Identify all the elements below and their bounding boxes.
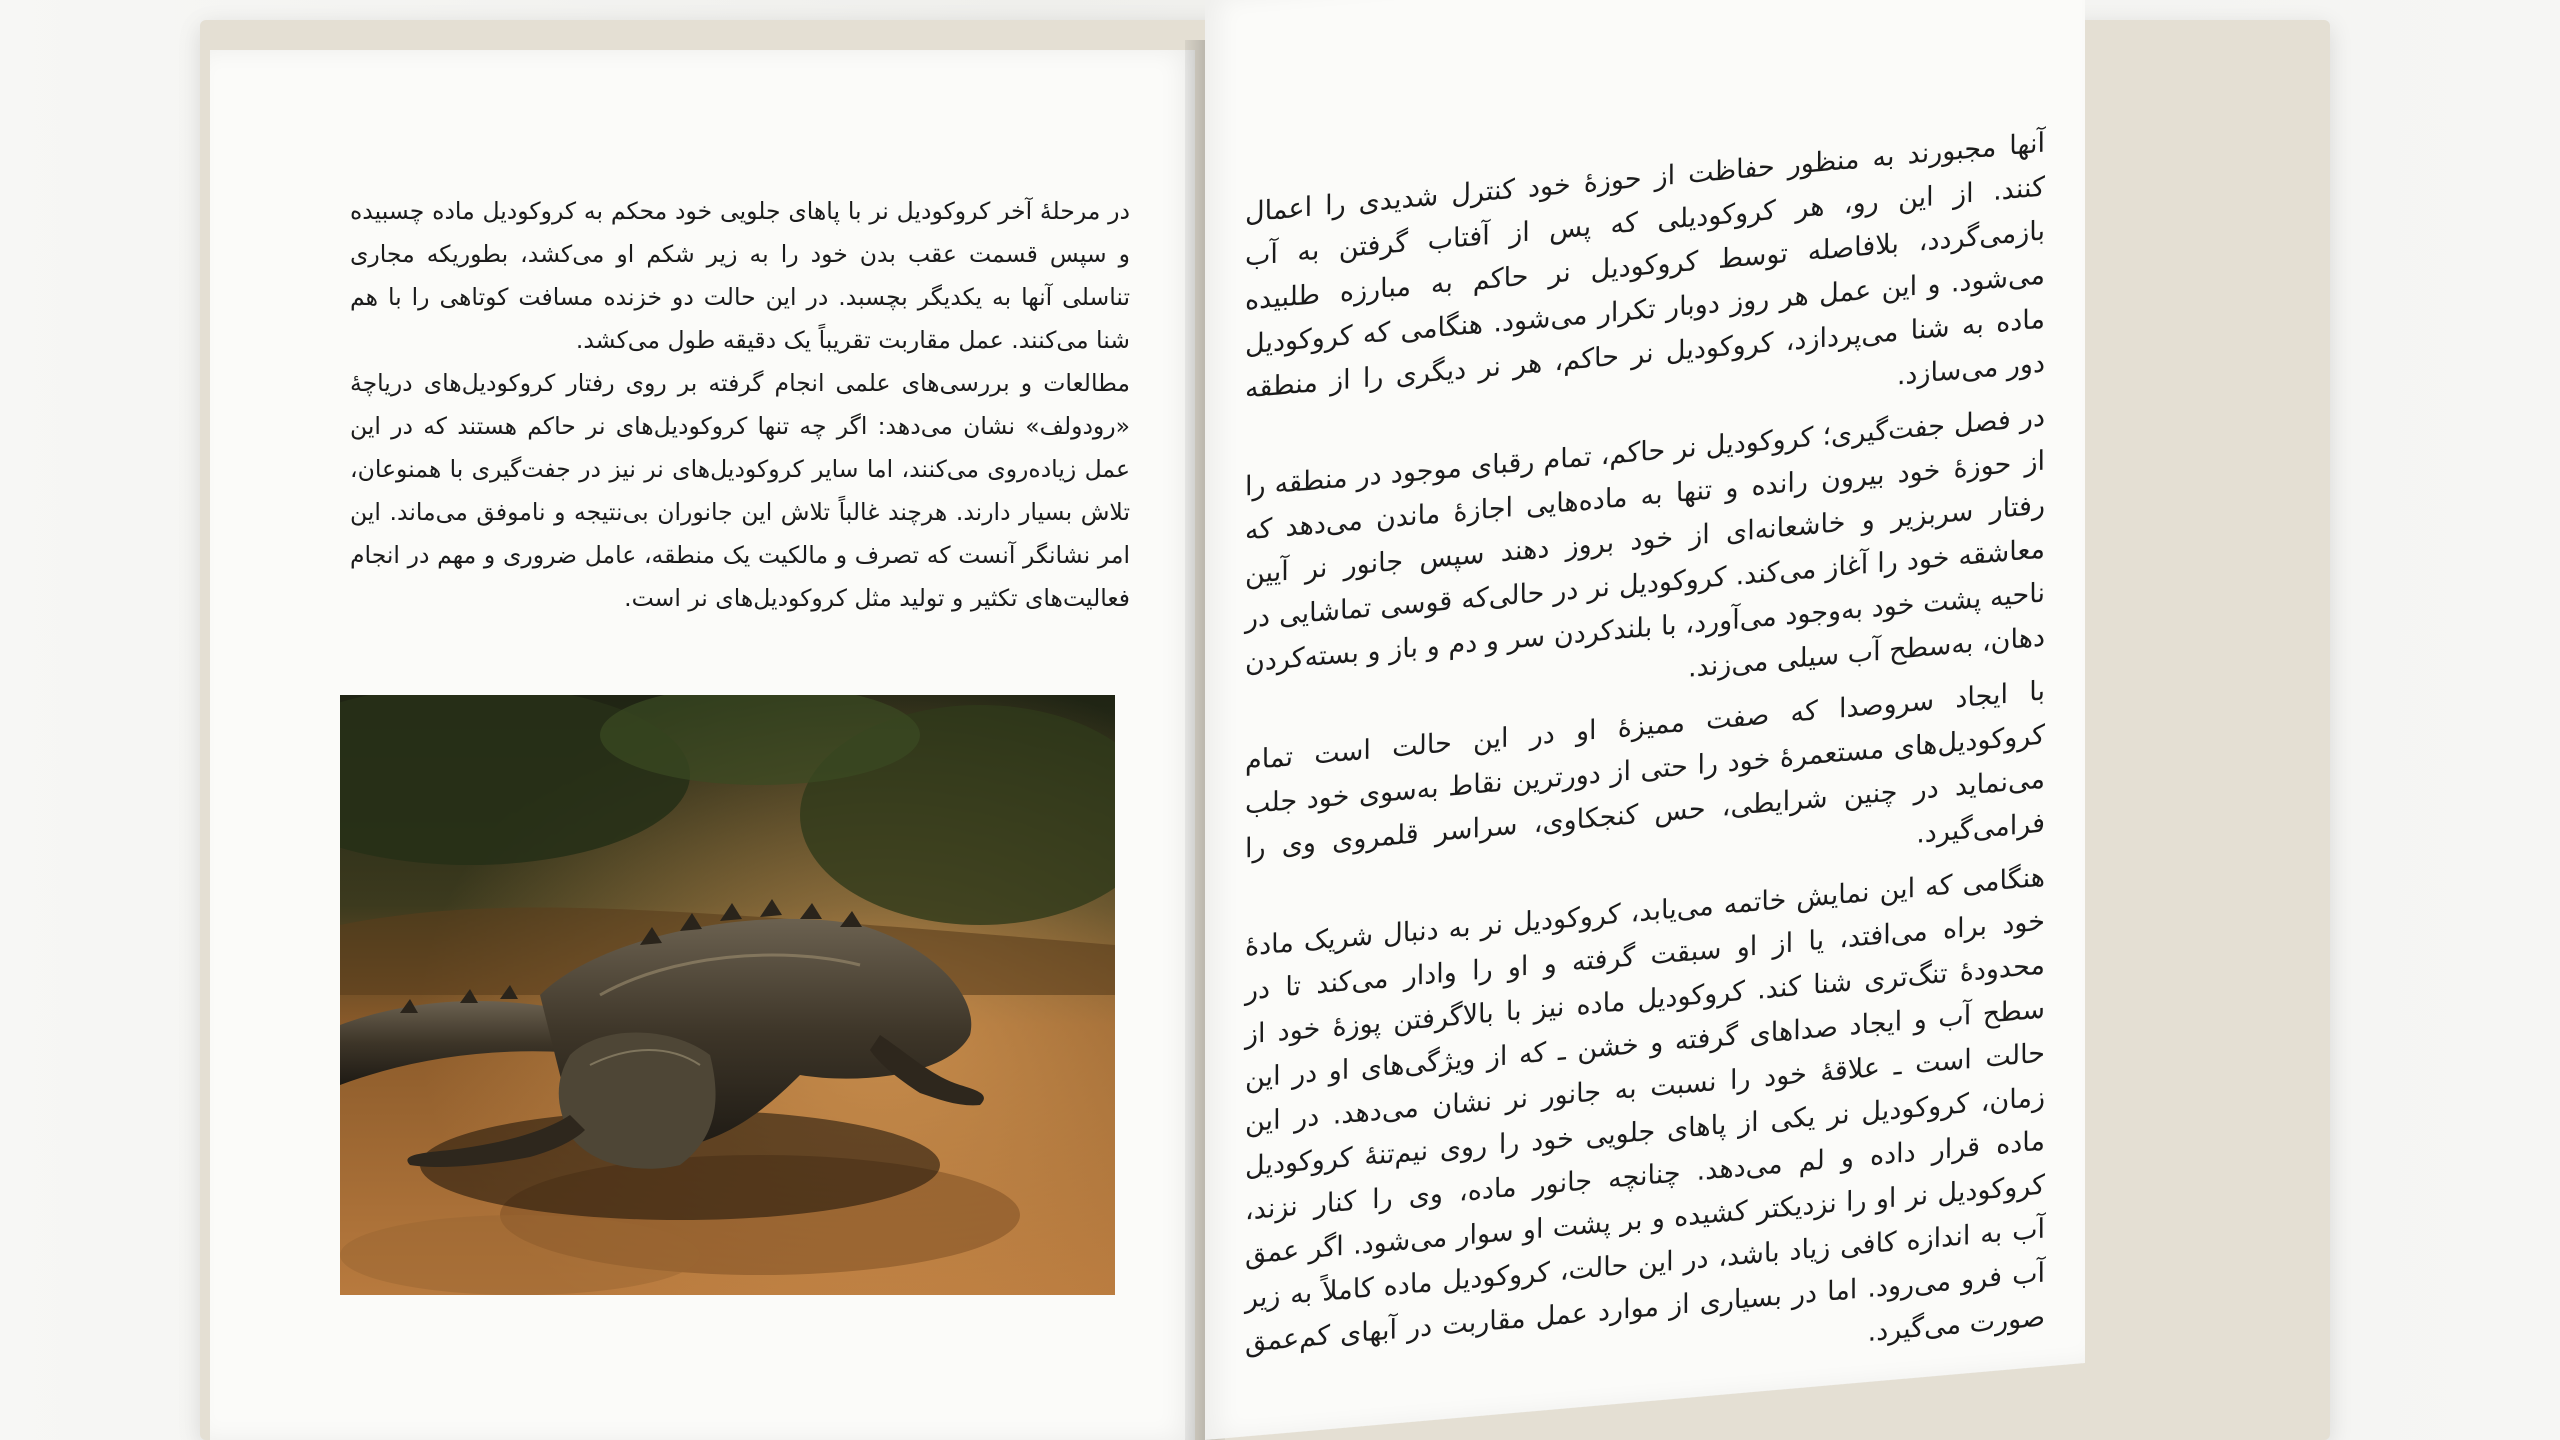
crocodile-photo: [340, 695, 1115, 1295]
right-paragraph-3: با ایجاد سروصدا که صفت ممیزهٔ او در این حالت است تمام کروکودیل‌های مستعمرهٔ خود را حتی از دورترین نقاط به‌سوی خود جلب می‌نماید در چنین شرایطی، حس کنجکاوی، سراسر قلمروی وی را فرامی‌گیرد.: [1245, 675, 2045, 865]
left-paragraph-1: در مرحلهٔ آخر کروکودیل نر با پاهای جلویی خود محکم به کروکودیل ماده چسبیده و سپس قسمت عقب بدن خود را به زیر شکم او می‌کشد، بطوریکه مجاری تناسلی آنها به یکدیگر بچسبد. در این حالت دو خزنده مسافت کوتاهی را با هم شنا می‌کنند. عمل مقاربت تقریباً یک دقیقه طول می‌کشد.: [350, 197, 1130, 354]
left-paragraph-2: مطالعات و بررسی‌های علمی انجام گرفته بر روی رفتار کروکودیل‌های دریاچهٔ «رودولف» نشان می‌دهد: اگر چه تنها کروکودیل‌های نر حاکم هستند که در این عمل زیاده‌روی می‌کنند، اما سایر کروکودیل‌های نر نیز در جفت‌گیری با همنوعان، تلاش بسیار دارند. هرچند غالباً تلاش این جانوران بی‌نتیجه و ناموفق می‌ماند. این امر نشانگر آنست که تصرف و مالکیت یک منطقه، عامل ضروری و مهم در انجام فعالیت‌های تکثیر و تولید مثل کروکودیل‌های نر است.: [350, 369, 1130, 612]
right-page-text: [1245, 122, 2045, 1420]
left-page: [210, 50, 1195, 1440]
right-page: [1205, 0, 2085, 1440]
right-paragraph-4: هنگامی که این نمایش خاتمه می‌یابد، کروکودیل نر به دنبال شریک مادهٔ خود براه می‌افتد، یا از او سبقت گرفته و او را وادار می‌کند تا در محدودهٔ تنگ‌تری شنا کند. کروکودیل ماده نیز با بالاگرفتن پوزهٔ خود از سطح آب و ایجاد صداهای گرفته و خشن ـ که از ویژگی‌های او در این حالت است ـ علاقهٔ خود را نسبت به جانور نر نشان می‌دهد. در این زمان، کروکودیل نر یکی از پاهای جلویی خود را روی نیم‌تنهٔ کروکودیل ماده قرار داده و لم می‌دهد. چنانچه جانور ماده، وی را کنار نزند، کروکودیل نر او را نزدیکتر کشیده و بر پشت او سوار می‌شود. اگر عمق آب به اندازه کافی زیاد باشد، در این حالت، کروکودیل ماده کاملاً به زیر آب فرو می‌رود. اما در بسیاری از موارد عمل مقاربت در آبهای کم‌عمق صورت می‌گیرد.: [1245, 861, 2045, 1359]
right-paragraph-1: آنها مجبورند به منظور حفاظت از حوزهٔ خود کنترل شدیدی را اعمال کنند. از این رو، هر کروکودیلی که پس از آفتاب گرفتن به آب بازمی‌گردد، بلافاصله توسط کروکودیل نر حاکم به مبارزه طلبیده می‌شود. و این عمل هر روز دوبار تکرار می‌شود. هنگامی که کروکودیل ماده به شنا می‌پردازد، کروکودیل نر حاکم، هر نر دیگری را از منطقه دور می‌سازد.: [1245, 127, 2045, 405]
right-paragraph-2: در فصل جفت‌گیری؛ کروکودیل نر حاکم، تمام رقبای موجود در منطقه را از حوزهٔ خود بیرون رانده و تنها به ماده‌هایی اجازهٔ ماندن می‌دهد که رفتار سربزیر و خاشعانه‌ای از خود بروز دهند سپس جانور نر آیین معاشقه خود را آغاز می‌کند. کروکودیل نر در حالی‌که قوسی تماشایی در ناحیه پشت خود به‌وجود می‌آورد، با بلندکردن سر و دم و باز و بسته‌کردن دهان، به‌سطح آب سیلی می‌زند.: [1245, 401, 2045, 684]
crocodile-illustration: [340, 695, 1115, 1295]
left-page-text: [350, 190, 1130, 620]
